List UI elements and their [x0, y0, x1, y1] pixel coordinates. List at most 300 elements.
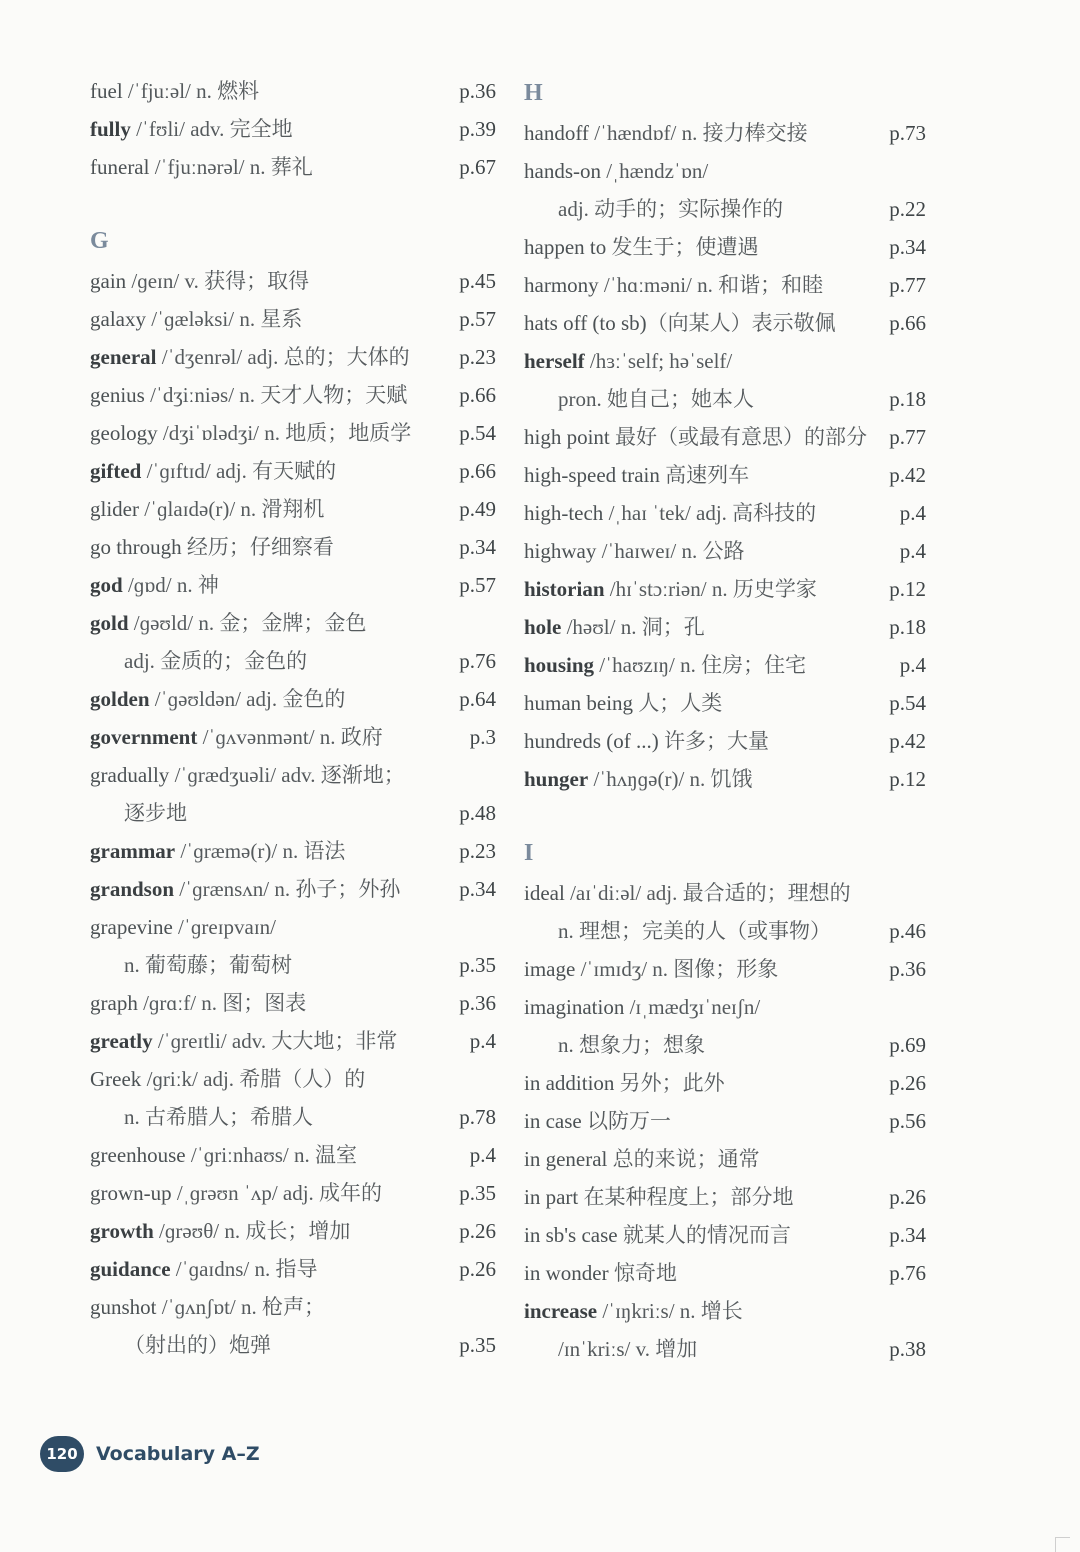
page-reference: p.4: [899, 501, 926, 525]
headword: image: [524, 957, 576, 981]
definition: /aɪˈdiːəl/ adj. 最合适的；理想的: [564, 881, 851, 905]
definition: /ɡrəʊθ/ n. 成长；增加: [153, 1219, 351, 1243]
vocabulary-entry: [80, 718, 496, 756]
definition: /ˈhʌŋɡə(r)/ n. 饥饿: [588, 767, 753, 791]
vocabulary-entry: [514, 380, 926, 418]
headword: herself: [524, 349, 585, 373]
vocabulary-entry: [80, 1136, 496, 1174]
definition: 高速列车: [659, 463, 750, 487]
vocabulary-entry: [80, 452, 496, 490]
vocabulary-entry: [514, 1064, 926, 1102]
entry-text: [90, 1212, 350, 1250]
headword: hole: [524, 615, 562, 639]
headword: happen to: [524, 235, 607, 259]
definition: /ɡəʊld/ n. 金；金牌；金色: [128, 611, 367, 635]
headword: gunshot: [90, 1295, 157, 1319]
definition: /ˈhaɪweɪ/ n. 公路: [596, 539, 745, 563]
entry-text: [90, 1136, 357, 1174]
definition: /ˈfʊli/ adv. 完全地: [130, 117, 293, 141]
vocabulary-entry: [514, 228, 926, 266]
entry-text: [524, 1140, 760, 1178]
entry-text: [558, 190, 783, 228]
entry-text: [124, 1326, 271, 1364]
headword: grapevine: [90, 915, 173, 939]
vocabulary-entry: [514, 760, 926, 798]
headword: grammar: [90, 839, 176, 863]
definition: /ˈɡreɪpvaɪn/: [172, 915, 277, 939]
headword: funeral: [90, 155, 150, 179]
headword: god: [90, 573, 123, 597]
definition: /ˈhaʊzɪŋ/ n. 住房；住宅: [594, 653, 807, 677]
page-reference: p.77: [889, 425, 926, 449]
headword: gradually: [90, 763, 170, 787]
definition: /ˈɪmɪdʒ/ n. 图像；形象: [575, 957, 779, 981]
headword: in addition: [524, 1071, 615, 1095]
entry-text: [90, 490, 324, 528]
vocabulary-entry: [80, 338, 496, 376]
page-reference: p.35: [459, 1333, 496, 1357]
definition: 经历；仔细察看: [181, 535, 334, 559]
page-reference: p.76: [889, 1261, 926, 1285]
headword: housing: [524, 653, 595, 677]
entry-text: [90, 680, 345, 718]
page-reference: p.22: [889, 197, 926, 221]
headword: Greek: [90, 1067, 142, 1091]
definition: /ˈɡreɪtli/ adv. 大大地；非常: [152, 1029, 398, 1053]
page-reference: p.18: [889, 387, 926, 411]
page-reference: p.78: [459, 1105, 496, 1129]
entry-text: [90, 908, 276, 946]
entry-text: [558, 1026, 705, 1064]
headword: gain: [90, 269, 127, 293]
page-reference: p.67: [459, 155, 496, 179]
entry-text: [90, 984, 306, 1022]
entry-text: [524, 342, 732, 380]
page-reference: p.34: [889, 235, 926, 259]
entry-text: [90, 528, 334, 566]
entry-text: [524, 1254, 677, 1292]
entry-text: [90, 604, 366, 642]
headword: hats off (to sb): [524, 311, 647, 335]
headword: historian: [524, 577, 605, 601]
definition: 在某种程度上；部分地: [578, 1185, 794, 1209]
definition: /ˈɡrædʒuəli/ adv. 逐渐地；: [169, 763, 405, 787]
page-reference: p.35: [459, 953, 496, 977]
definition: 人；人类: [633, 691, 723, 715]
definition: /ˈɪŋkriːs/ n. 增长: [597, 1299, 743, 1323]
definition: 总的来说；通常: [607, 1147, 760, 1171]
vocabulary-entry: [514, 342, 926, 380]
headword: ideal: [524, 881, 565, 905]
definition: 逐步地: [124, 801, 187, 825]
definition: /ˈɡræmə(r)/ n. 语法: [175, 839, 346, 863]
vocabulary-entry: [514, 152, 926, 190]
page-reference: p.39: [459, 117, 496, 141]
headword: fuel: [90, 79, 123, 103]
definition: /ˈɡrænsʌn/ n. 孙子；外孙: [174, 877, 401, 901]
headword: gifted: [90, 459, 142, 483]
headword: growth: [90, 1219, 154, 1243]
definition: /həʊl/ n. 洞；孔: [561, 615, 705, 639]
vocabulary-entry: [80, 490, 496, 528]
definition: /dʒiˈɒlədʒi/ n. 地质；地质学: [157, 421, 412, 445]
headword: high-tech: [524, 501, 604, 525]
vocabulary-entry: [80, 376, 496, 414]
vocabulary-entry: [514, 874, 926, 912]
page-reference: p.26: [889, 1185, 926, 1209]
entry-text: [524, 152, 708, 190]
definition: /ˈɡəʊldən/ adj. 金色的: [149, 687, 346, 711]
vocabulary-entry: [514, 418, 926, 456]
headword: in wonder: [524, 1261, 609, 1285]
entry-text: [524, 760, 753, 798]
headword: genius: [90, 383, 145, 407]
headword: increase: [524, 1299, 598, 1323]
vocabulary-entry: [514, 912, 926, 950]
entry-text: [524, 684, 722, 722]
entry-text: [124, 794, 187, 832]
headword: graph: [90, 991, 138, 1015]
definition: （向某人）表示敬佩: [646, 311, 836, 335]
headword: in case: [524, 1109, 582, 1133]
headword: geology: [90, 421, 158, 445]
headword: in part: [524, 1185, 579, 1209]
entry-text: [524, 304, 836, 342]
vocabulary-entry: [514, 266, 926, 304]
entry-text: [558, 1330, 697, 1368]
definition: adj. 动手的；实际操作的: [558, 197, 784, 221]
entry-text: [90, 1288, 325, 1326]
vocabulary-entry: [80, 946, 496, 984]
entry-text: [90, 262, 309, 300]
entry-text: [124, 946, 292, 984]
entry-text: [524, 646, 806, 684]
vocabulary-entry: [80, 908, 496, 946]
vocabulary-entry: [80, 1250, 496, 1288]
page-reference: p.35: [459, 1181, 496, 1205]
entry-text: [90, 870, 400, 908]
entry-text: [524, 456, 749, 494]
vocabulary-entry: [80, 794, 496, 832]
headword: government: [90, 725, 198, 749]
vocabulary-entry: [514, 1102, 926, 1140]
definition: /ˌhaɪ ˈtek/ adj. 高科技的: [603, 501, 817, 525]
entry-text: [90, 832, 345, 870]
vocabulary-entry: [514, 1292, 926, 1330]
page-reference: p.26: [459, 1219, 496, 1243]
definition: n. 古希腊人；希腊人: [124, 1105, 313, 1129]
page-reference: p.36: [459, 991, 496, 1015]
headword: hundreds (of ...): [524, 729, 659, 753]
page-reference: p.12: [889, 767, 926, 791]
footer-title: Vocabulary A–Z: [96, 1443, 260, 1465]
definition: adj. 金质的；金色的: [124, 649, 308, 673]
entry-text: [524, 532, 744, 570]
vocabulary-entry: [514, 950, 926, 988]
entry-text: [90, 1022, 397, 1060]
vocabulary-entry: [514, 456, 926, 494]
page-reference: p.46: [889, 919, 926, 943]
vocabulary-entry: [80, 1212, 496, 1250]
definition: /ˈdʒenrəl/ adj. 总的；大体的: [156, 345, 410, 369]
vocabulary-entry: [514, 494, 926, 532]
entry-text: [524, 1064, 725, 1102]
headword: go through: [90, 535, 182, 559]
page-reference: p.49: [459, 497, 496, 521]
page-reference: p.48: [459, 801, 496, 825]
vocabulary-entry: [514, 1216, 926, 1254]
entry-text: [90, 452, 336, 490]
headword: grandson: [90, 877, 175, 901]
page-reference: p.66: [459, 383, 496, 407]
page-footer: [40, 1436, 260, 1472]
page-reference: p.42: [889, 463, 926, 487]
definition: /ˈɡaɪdns/ n. 指导: [170, 1257, 318, 1281]
vocabulary-entry: [514, 722, 926, 760]
vocabulary-entry: [514, 988, 926, 1026]
definition: n. 想象力；想象: [558, 1033, 705, 1057]
vocabulary-entry: [80, 566, 496, 604]
vocabulary-entry: [80, 832, 496, 870]
definition: 就某人的情况而言: [617, 1223, 791, 1247]
vocabulary-entry: [80, 262, 496, 300]
vocabulary-entry: [514, 684, 926, 722]
headword: in general: [524, 1147, 608, 1171]
page-reference: p.38: [889, 1337, 926, 1361]
entry-text: [524, 1292, 743, 1330]
entry-text: [524, 608, 705, 646]
definition: 许多；大量: [658, 729, 769, 753]
page-reference: p.36: [889, 957, 926, 981]
entry-text: [524, 874, 851, 912]
definition: /ɪnˈkriːs/ v. 增加: [558, 1337, 698, 1361]
entry-text: [524, 418, 867, 456]
section-letter-heading: H: [524, 80, 543, 106]
definition: /ˈɡɪftɪd/ adj. 有天赋的: [141, 459, 337, 483]
definition: 惊奇地: [608, 1261, 677, 1285]
headword: hunger: [524, 767, 589, 791]
headword: galaxy: [90, 307, 146, 331]
definition: 另外；此外: [614, 1071, 725, 1095]
vocabulary-entry: [80, 300, 496, 338]
definition: /ɡrɑːf/ n. 图；图表: [137, 991, 307, 1015]
entry-text: [524, 1178, 793, 1216]
entry-text: [558, 380, 754, 418]
page-reference: p.18: [889, 615, 926, 639]
vocabulary-entry: [80, 1326, 496, 1364]
page-reference: p.23: [459, 345, 496, 369]
page-reference: p.54: [459, 421, 496, 445]
definition: /ˈdʒiːniəs/ n. 天才人物；天赋: [144, 383, 408, 407]
page-reference: p.42: [889, 729, 926, 753]
page-reference: p.26: [889, 1071, 926, 1095]
section-letter-heading: I: [524, 840, 534, 866]
vocabulary-entry: [80, 528, 496, 566]
vocabulary-entry: [80, 1174, 496, 1212]
entry-text: [90, 338, 410, 376]
entry-text: [90, 718, 383, 756]
vocabulary-entry: [80, 870, 496, 908]
entry-text: [558, 912, 831, 950]
vocabulary-entry: [514, 532, 926, 570]
entry-text: [90, 376, 407, 414]
vocabulary-entry: [80, 72, 496, 110]
vocabulary-entry: [514, 1254, 926, 1292]
definition: /ɡɒd/ n. 神: [122, 573, 219, 597]
page-reference: p.4: [899, 539, 926, 563]
definition: /ˈɡʌvənmənt/ n. 政府: [197, 725, 383, 749]
vocabulary-entry: [80, 1022, 496, 1060]
headword: highway: [524, 539, 597, 563]
headword: human being: [524, 691, 634, 715]
definition: pron. 她自己；她本人: [558, 387, 754, 411]
page-reference: p.23: [459, 839, 496, 863]
vocabulary-entry: [514, 1026, 926, 1064]
headword: high-speed train: [524, 463, 660, 487]
page-reference: p.66: [459, 459, 496, 483]
page-reference: p.34: [459, 877, 496, 901]
vocabulary-entry: [80, 604, 496, 642]
vocabulary-entry: [80, 148, 496, 186]
page-reference: p.36: [459, 79, 496, 103]
vocabulary-entry: [80, 110, 496, 148]
page-reference: p.69: [889, 1033, 926, 1057]
definition: /ˈɡʌnʃɒt/ n. 枪声；: [156, 1295, 325, 1319]
definition: （射出的）炮弹: [124, 1333, 271, 1357]
entry-text: [90, 1250, 318, 1288]
headword: hands-on: [524, 159, 601, 183]
definition: /ˈfjuːəl/ n. 燃料: [122, 79, 260, 103]
headword: guidance: [90, 1257, 171, 1281]
entry-text: [524, 114, 808, 152]
page-reference: p.73: [889, 121, 926, 145]
page-reference: p.57: [459, 307, 496, 331]
entry-text: [524, 950, 778, 988]
vocabulary-entry: [80, 1288, 496, 1326]
headword: greatly: [90, 1029, 153, 1053]
entry-text: [524, 266, 823, 304]
page-reference: p.4: [469, 1143, 496, 1167]
vocabulary-entry: [514, 608, 926, 646]
page-reference: p.77: [889, 273, 926, 297]
vocabulary-entry: [514, 570, 926, 608]
page-reference: p.34: [889, 1223, 926, 1247]
entry-text: [90, 1060, 365, 1098]
entry-text: [90, 1174, 382, 1212]
vocabulary-entry: [514, 646, 926, 684]
vocabulary-entry: [80, 1060, 496, 1098]
definition: /ˈhændɒf/ n. 接力棒交接: [588, 121, 808, 145]
section-letter-heading: G: [90, 228, 109, 254]
headword: in sb's case: [524, 1223, 618, 1247]
headword: golden: [90, 687, 150, 711]
definition: /ˈɡlaɪdə(r)/ n. 滑翔机: [138, 497, 325, 521]
definition: /ˈhɑːməni/ n. 和谐；和睦: [598, 273, 824, 297]
entry-text: [90, 148, 313, 186]
definition: 以防万一: [581, 1109, 671, 1133]
entry-text: [524, 1216, 791, 1254]
definition: 最好（或最有意思）的部分: [609, 425, 868, 449]
entry-text: [90, 756, 405, 794]
entry-text: [524, 494, 816, 532]
page-reference: p.4: [899, 653, 926, 677]
headword: fully: [90, 117, 131, 141]
definition: /ˌhændzˈɒn/: [601, 159, 709, 183]
vocabulary-entry: [80, 414, 496, 452]
definition: /ˈɡæləksi/ n. 星系: [145, 307, 303, 331]
definition: /ˈfjuːnərəl/ n. 葬礼: [149, 155, 313, 179]
vocabulary-entry: [80, 1098, 496, 1136]
vocabulary-entry: [80, 984, 496, 1022]
page-reference: p.56: [889, 1109, 926, 1133]
entry-text: [124, 1098, 313, 1136]
headword: glider: [90, 497, 139, 521]
vocabulary-entry: [514, 1330, 926, 1368]
definition: 发生于；使遭遇: [606, 235, 759, 259]
definition: /ɡeɪn/ v. 获得；取得: [126, 269, 310, 293]
page-reference: p.3: [469, 725, 496, 749]
headword: general: [90, 345, 157, 369]
page-reference: p.64: [459, 687, 496, 711]
vocabulary-entry: [514, 190, 926, 228]
vocabulary-entry: [514, 1140, 926, 1178]
vocabulary-entry: [80, 642, 496, 680]
definition: /ɡriːk/ adj. 希腊（人）的: [141, 1067, 366, 1091]
page-reference: p.34: [459, 535, 496, 559]
headword: high point: [524, 425, 610, 449]
headword: gold: [90, 611, 129, 635]
vocabulary-entry: [80, 680, 496, 718]
vocabulary-entry: [514, 304, 926, 342]
entry-text: [90, 414, 411, 452]
page-reference: p.57: [459, 573, 496, 597]
page-reference: p.12: [889, 577, 926, 601]
vocabulary-entry: [514, 114, 926, 152]
definition: /hɜːˈself; həˈself/: [584, 349, 733, 373]
definition: n. 理想；完美的人（或事物）: [558, 919, 831, 943]
headword: grown-up: [90, 1181, 172, 1205]
page-number-badge: 120: [40, 1436, 84, 1472]
vocabulary-entry: [514, 1178, 926, 1216]
entry-text: [124, 642, 307, 680]
entry-text: [90, 300, 302, 338]
entry-text: [524, 722, 769, 760]
entry-text: [90, 566, 219, 604]
entry-text: [90, 110, 293, 148]
headword: imagination: [524, 995, 625, 1019]
definition: /hɪˈstɔːriən/ n. 历史学家: [604, 577, 817, 601]
page-reference: p.66: [889, 311, 926, 335]
page-reference: p.54: [889, 691, 926, 715]
crop-mark: [1055, 1537, 1070, 1552]
entry-text: [90, 72, 259, 110]
page-reference: p.26: [459, 1257, 496, 1281]
definition: /ˈɡriːnhaʊs/ n. 温室: [185, 1143, 357, 1167]
definition: /ɪˌmædʒɪˈneɪʃn/: [624, 995, 761, 1019]
vocabulary-entry: [80, 756, 496, 794]
page-reference: p.45: [459, 269, 496, 293]
page-reference: p.76: [459, 649, 496, 673]
headword: greenhouse: [90, 1143, 186, 1167]
page-reference: p.4: [469, 1029, 496, 1053]
headword: handoff: [524, 121, 589, 145]
entry-text: [524, 570, 817, 608]
definition: n. 葡萄藤；葡萄树: [124, 953, 292, 977]
entry-text: [524, 228, 758, 266]
headword: harmony: [524, 273, 599, 297]
entry-text: [524, 988, 760, 1026]
entry-text: [524, 1102, 671, 1140]
